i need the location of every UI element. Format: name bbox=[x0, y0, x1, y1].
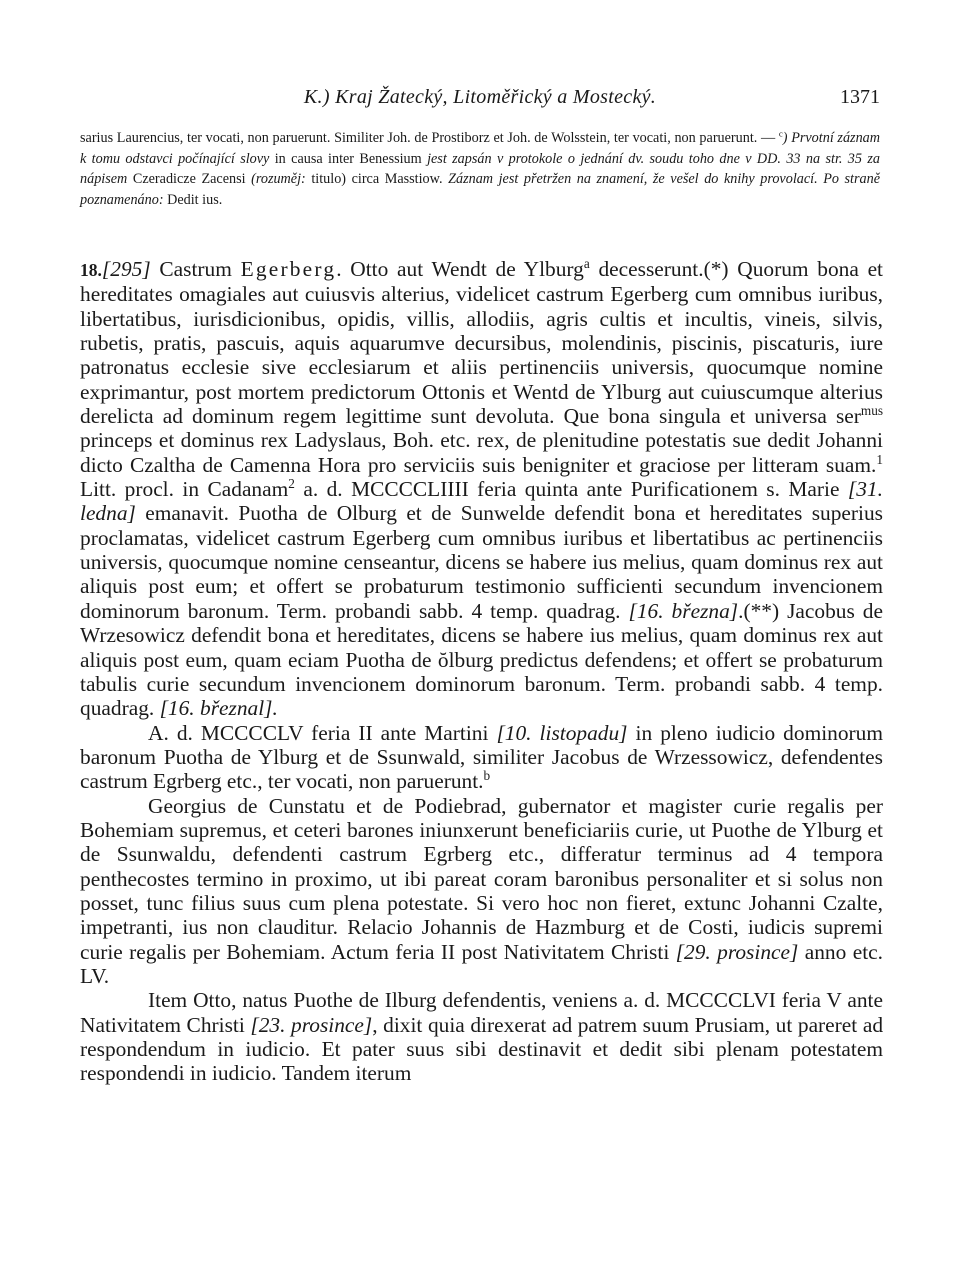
paragraph-1 bbox=[80, 257, 883, 721]
main-text bbox=[80, 257, 883, 1086]
text-run: in pleno iudicio dominorum baronum Puotha de Ylburg et de Ssunwald, similiter Jacobus de Wrzessowicz, defendentes castrum Egrberg etc., ter vocati, non paruerunt. bbox=[80, 720, 883, 794]
text-run: emanavit. Puotha de Olburg et de Sunwelde defendit bona et hereditates superius proclamatas, videlicet castrum Egerberg cum omnibus iuribus et libertatibus ac pertinenciis universis, quocumque nomine censeantur, dicens se habere ius melius, quam dominus rex aut aliquis post eum; et offert se probaturum testimonio sufficienti secundum invencionem dominorum baronum. Term. probandi sabb. 4 temp. quadrag. bbox=[80, 501, 883, 623]
date-annotation: [16. března] bbox=[628, 598, 739, 623]
page-header bbox=[80, 86, 880, 116]
text-run: Georgius de Cunstatu et de Podiebrad, gubernator et magister curie regalis per Bohemiam supremus, et ceteri barones iniunxerunt beneficiariis curie, ut Puothe de Ylburg et de Ssunwaldu, defendenti castrum Egrberg etc., differatur terminus ad 4 tempora penthecostes termino in proximo, ut ibi pareat coram baronibus personaliter et si solus non posset, tunc filius suus cum plena potestate. Si vero hoc non fieret, extunc Johanni Czalte, impetranti, ius non clauditur. Relacio Johannis de Hazmburg et de Costi, iudicis supremi curie regalis per Bohemiam. Actum feria II post Nativitatem Christi bbox=[80, 793, 883, 964]
footnote-text: Dedit ius. bbox=[163, 191, 223, 208]
footnote-text: sarius Laurencius, ter vocati, non paruerunt. Similiter Joh. de Prostiborz et Joh. de Wolsstein, ter vocati, non paruerunt. — bbox=[80, 130, 776, 146]
superscript: mus bbox=[860, 402, 883, 418]
footnote-italic: ) Prvotní záznam k tomu odstavci počínající slovy bbox=[80, 130, 881, 167]
text-run: decesserunt.(*) Quorum bona et hereditates omagiales aut cuiusvis alterius, videlicet castrum Egerberg cum omnibus iuribus, libertatibus, iurisdicionibus, opidis, villis, allodiis, agris cultis et incultis, vineis, silvis, rubetis, pratis, pascuis, aquis aquarumve decursibus, molendinis, piscinis, piscaturis, iure patronatus ecclesie sive ecclesiarum et aliis pertinenciis universis, quocumque nomine exprimantur, post mortem predictorum Ottonis et Wentd de Ylburg aut cuiuscumque alterius derelicta ad dominum regem legittime sunt devoluta. Que bona singula et universa ser bbox=[80, 257, 884, 429]
date-annotation: [10. listopadu] bbox=[496, 720, 628, 745]
footnote-text: titulo) circa Masstiow. bbox=[305, 171, 449, 188]
text-run: a. d. MCCCCLIIII feria quinta ante Purificationem s. Marie bbox=[294, 477, 848, 502]
entry-number: 18. bbox=[80, 260, 102, 280]
text-run: princeps et dominus rex Ladyslaus, Boh. etc. rex, de plenitudine potestatis sue dedit Johanni dicto Czaltha de Camenna Hora pro serviciis suis benigniter et graciose per litteram suam. bbox=[80, 428, 883, 477]
footnote-italic: (rozuměj: bbox=[251, 171, 306, 188]
date-annotation: [31. ledna] bbox=[80, 477, 883, 526]
footnote-text: Czeradicze Zacensi bbox=[127, 171, 252, 188]
footnote-mark: c bbox=[778, 128, 783, 139]
text-run: A. d. MCCCCLV feria II ante Martini bbox=[148, 720, 497, 745]
date-annotation: [23. prosince] bbox=[250, 1012, 373, 1037]
paragraph-4 bbox=[80, 988, 883, 1085]
text-run: Litt. procl. in Cadanam bbox=[80, 477, 289, 502]
note-marker: 1 bbox=[876, 451, 883, 467]
footnote-italic: jest zapsán v protokole o jednání dv. soudu toho dne v DD. 33 na str. 35 za nápisem bbox=[80, 150, 880, 188]
text-run: anno etc. LV. bbox=[80, 939, 884, 988]
footnote-italic: Záznam jest přetržen na znamení, že vešel do knihy provolací. Po straně poznamenáno: bbox=[80, 171, 881, 208]
note-marker: b bbox=[483, 768, 491, 784]
footnote-text: in causa inter Benessium bbox=[269, 150, 428, 167]
text-run: Castrum bbox=[150, 257, 241, 281]
page-number: 1371 bbox=[840, 86, 880, 108]
date-annotation: [29. prosince] bbox=[675, 939, 799, 964]
running-title: K.) Kraj Žatecký, Litoměřický a Mostecký. bbox=[303, 86, 657, 108]
page-reference: [295] bbox=[101, 257, 151, 281]
castle-name: Egerberg bbox=[240, 257, 337, 281]
footnote-block bbox=[80, 128, 880, 210]
text-run: Item Otto, natus Puothe de Ilburg defendentis, veniens a. d. MCCCCLVI feria V ante Nativitatem Christi bbox=[80, 988, 883, 1037]
paragraph-2 bbox=[80, 721, 883, 794]
note-marker: 2 bbox=[288, 475, 295, 491]
text-run: , dixit quia direxerat ad patrem suum Prusiam, ut pareret ad respondendum in iudicio. Et pater suus sibi destinavit et dedit sibi plenam potestatem respondendi in iudicio. Tandem iterum bbox=[80, 1012, 884, 1086]
note-marker: a bbox=[583, 255, 590, 271]
paragraph-3 bbox=[80, 794, 883, 989]
text-run: . Otto aut Wendt de Ylburg bbox=[336, 257, 584, 281]
date-annotation: [16. březnal]. bbox=[159, 696, 278, 721]
text-run: .(**) Jacobus de Wrzesowicz defendit bona et hereditates, dicens se habere ius melius, quam dominus rex aut aliquis post eum, quam eciam Puotha de ŏlburg predictus defendens; et offert se probaturum tabulis curie secundum invencionem dominorum baronum. Term. probandi sabb. 4 temp. quadrag. bbox=[80, 598, 883, 721]
